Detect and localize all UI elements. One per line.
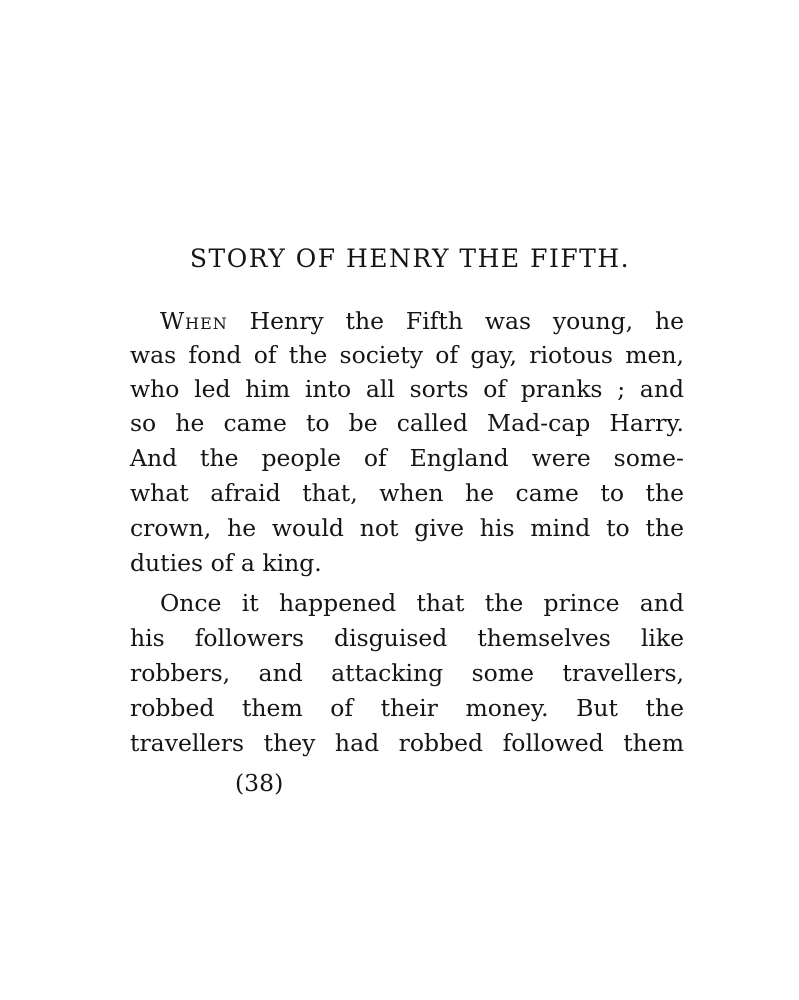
line-text: Henry the Fifth was young, he [227, 307, 684, 335]
paragraph-2-line-2: his followers disguised themselves like [130, 624, 684, 652]
paragraph-1-line-8: duties of a king. [130, 549, 322, 577]
paragraph-1-line-7: crown, he would not give his mind to the [130, 514, 684, 542]
paragraph-1-line-1 [160, 304, 684, 338]
paragraph-2-line-3: robbers, and attacking some travellers, [130, 659, 684, 687]
paragraph-1-line-3: who led him into all sorts of pranks ; and [130, 375, 684, 403]
page-number: (38) [235, 769, 284, 797]
lead-word: When [160, 307, 228, 335]
paragraph-1-line-6: what afraid that, when he came to the [130, 479, 684, 507]
chapter-title: STORY OF HENRY THE FIFTH. [189, 244, 631, 273]
paragraph-1-line-2: was fond of the society of gay, riotous men, [130, 341, 684, 369]
paragraph-2-line-4: robbed them of their money. But the [130, 694, 684, 722]
paragraph-2-line-1: Once it happened that the prince and [160, 589, 684, 617]
paragraph-2-line-5: travellers they had robbed followed them [130, 729, 684, 757]
paragraph-1-line-5: And the people of England were some- [130, 444, 684, 472]
paragraph-1-line-4: so he came to be called Mad-cap Harry. [130, 409, 684, 437]
